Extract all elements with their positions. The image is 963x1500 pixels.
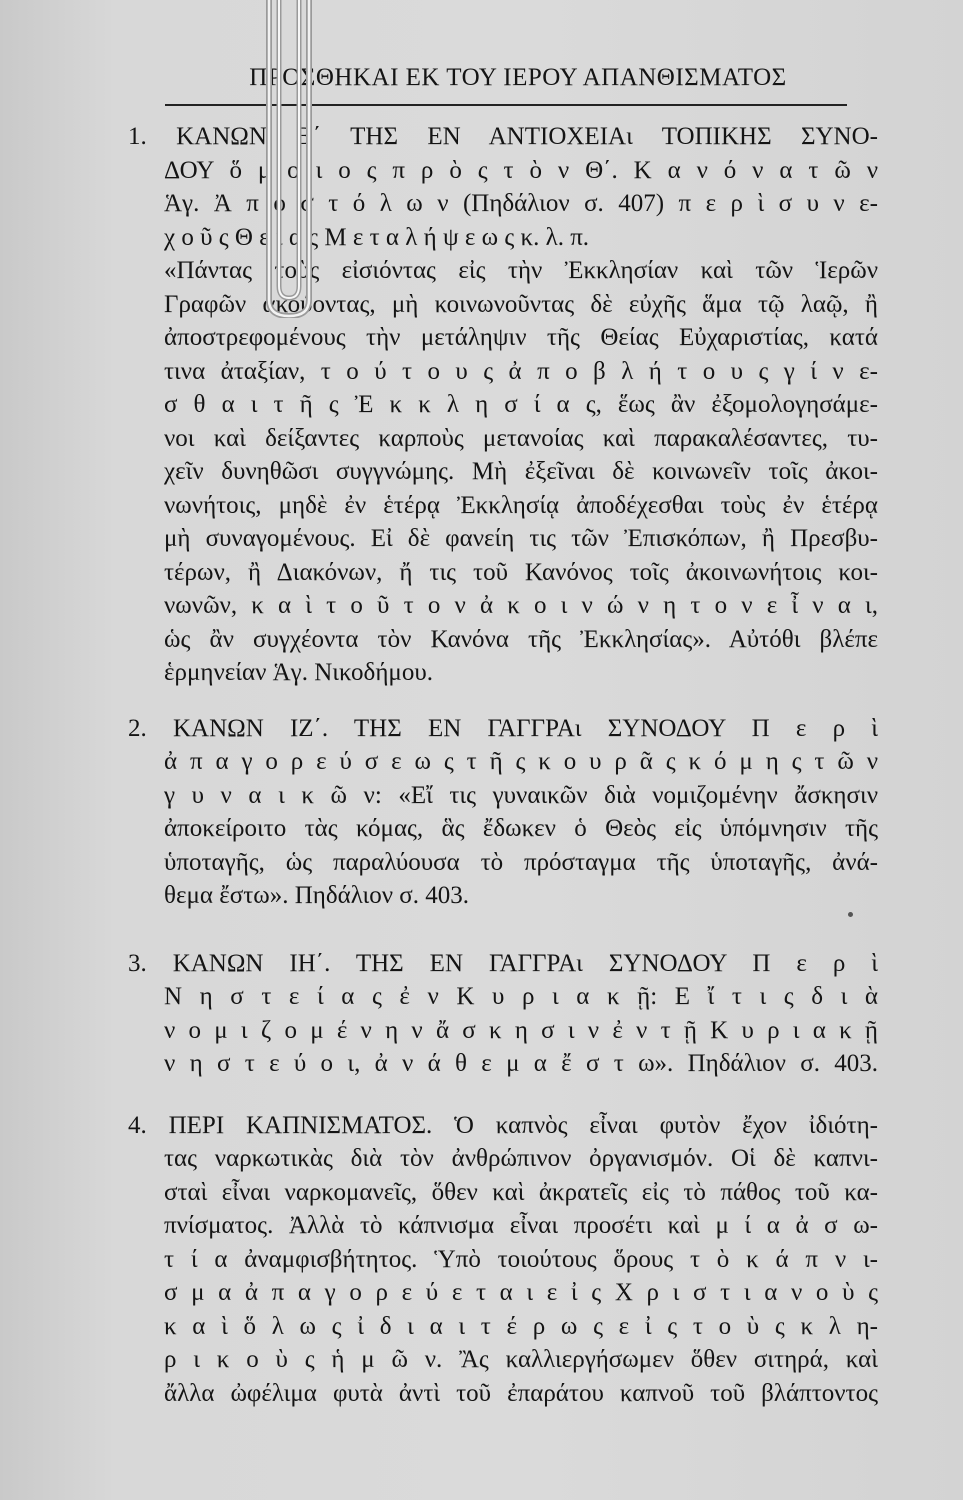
section-2 (128, 712, 878, 913)
section-1 (128, 120, 878, 690)
text-line: χεῖν δυνηθῶσι συγγνώμης. Μὴ ἐξεῖναι δὲ κοινωνεῖν τοῖς ἀκοι- (164, 458, 878, 485)
text-line: νωνῶν, κ α ὶ τ ο ῦ τ ο ν ἀ κ ο ι ν ώ ν η τ ο ν ε ἶ ν α ι, (164, 592, 878, 619)
text-line: γ υ ν α ι κ ῶ ν: «Εἴ τις γυναικῶν διὰ νομιζομένην ἄσκησιν (164, 781, 878, 809)
text-line: 4. ΠΕΡΙ ΚΑΠΝΙΣΜΑΤΟΣ. Ὁ καπνὸς εἶναι φυτὸν ἔχον ἰδιότη- (128, 1111, 878, 1139)
text-line: ὡς ἂν συγχέοντα τὸν Κανόνα τῆς Ἐκκλησίας». Αὐτόθι βλέπε (164, 625, 878, 653)
section-gap (128, 913, 878, 947)
text-line: ἀποκείροιτο τὰς κόμας, ἃς ἔδωκεν ὁ Θεὸς εἰς ὑπόμνησιν τῆς (164, 815, 878, 842)
text-line: νωνήτοις, μηδὲ ἐν ἑτέρᾳ Ἐκκλησίᾳ ἀποδέχεσθαι τοὺς ἐν ἑτέρᾳ (164, 491, 878, 519)
text-line: 1. ΚΑΝΩΝ Β΄ ΤΗΣ ΕΝ ΑΝΤΙΟΧΕΙΑι ΤΟΠΙΚΗΣ ΣΥΝΟ- (128, 123, 878, 150)
text-line: ν ο μ ι ζ ο μ έ ν η ν ἄ σ κ η σ ι ν ἐ ν τ ῇ Κ υ ρ ι α κ ῇ (164, 1016, 878, 1044)
text-line: κ α ὶ ὅ λ ω ς ἰ δ ι α ι τ έ ρ ω ς ε ἰ ς τ ο ὺ ς κ λ η- (164, 1312, 878, 1340)
paper-clip-icon (257, 0, 321, 318)
text-line: ἀποστρεφομένους τὴν μετάληψιν τῆς Θείας Εὐχαριστίας, κατά (164, 324, 878, 351)
text-line: σ μ α ἀ π α γ ο ρ ε ύ ε τ α ι ε ἰ ς Χ ρ ι σ τ ι α ν ο ὺ ς (164, 1279, 878, 1306)
text-line: Γραφῶν ἀκούοντας, μὴ κοινωνοῦντας δὲ εὐχῆς ἅμα τῷ λαῷ, ἢ (164, 290, 878, 318)
text-line: μὴ συναγομένους. Εἰ δὲ φανείη τις τῶν Ἐπισκόπων, ἢ Πρεσβυ- (164, 525, 878, 552)
text-line: τέρων, ἢ Διακόνων, ἤ τις τοῦ Κανόνος τοῖς ἀκοινωνήτοις κοι- (164, 558, 878, 586)
text-line: ἀ π α γ ο ρ ε ύ σ ε ω ς τ ῆ ς κ ο υ ρ ᾶ ς κ ό μ η ς τ ῶ ν (164, 748, 878, 775)
section-gap (128, 690, 878, 712)
section-3 (128, 947, 878, 1081)
text-line: θεμα ἔστω». Πηδάλιον σ. 403. (164, 882, 470, 909)
text-line: ἄλλα ὠφέλιμα φυτὰ ἀντὶ τοῦ ἐπαράτου καπνοῦ τοῦ βλάπτοντος (164, 1379, 878, 1407)
text-line: νοι καὶ δείξαντες καρποὺς μετανοίας καὶ παρακαλέσαντες, τυ- (164, 424, 878, 452)
page-header: ΠΡΟΣΘΗΚΑΙ ΕΚ ΤΟΥ ΙΕΡΟΥ ΑΠΑΝΘΙΣΜΑΤΟΣ (249, 64, 787, 91)
text-line: σταὶ εἶναι ναρκομανεῖς, ὅθεν καὶ ἀκρατεῖς εἰς τὸ πάθος τοῦ κα- (164, 1178, 878, 1206)
text-line: ὑποταγῆς, ὡς παραλύουσα τὸ πρόσταγμα τῆς ὑποταγῆς, ἀνά- (164, 848, 878, 876)
paper-speck (848, 912, 853, 917)
text-line: Ν η σ τ ε ί α ς ἐ ν Κ υ ρ ι α κ ῇ: Ε ἴ τ ι ς δ ι ὰ (164, 983, 878, 1010)
text-line: 3. ΚΑΝΩΝ ΙΗ΄. ΤΗΣ ΕΝ ΓΑΓΓΡΑι ΣΥΝΟΔΟΥ Π ε ρ ὶ (128, 949, 878, 977)
text-line: Ἁγ. Ἀ π ο σ τ ό λ ω ν (Πηδάλιον σ. 407) π ε ρ ὶ σ υ ν ε- (164, 190, 878, 217)
section-gap (128, 1081, 878, 1109)
text-line: χ ο ῦ ς Θ ε ί α ς Μ ε τ α λ ή ψ ε ω ς κ. λ. π. (164, 223, 590, 251)
text-line: ΔΟΥ ὅ μ ο ι ο ς π ρ ὸ ς τ ὸ ν Θ΄. Κ α ν ό ν α τ ῶ ν (164, 156, 878, 184)
text-line: ρ ι κ ο ὺ ς ἡ μ ῶ ν. Ἂς καλλιεργήσωμεν ὅθεν σιτηρά, καὶ (164, 1346, 878, 1373)
page-body (128, 120, 878, 1410)
text-line: ἑρμηνείαν Ἁγ. Νικοδήμου. (164, 659, 433, 686)
text-line: 2. ΚΑΝΩΝ ΙΖ΄. ΤΗΣ ΕΝ ΓΑΓΓΡΑι ΣΥΝΟΔΟΥ Π ε ρ ὶ (128, 714, 878, 742)
text-line: ν η σ τ ε ύ ο ι, ἀ ν ά θ ε μ α ἔ σ τ ω». Πηδάλιον σ. 403. (164, 1050, 878, 1077)
text-line: τας ναρκωτικὰς διὰ τὸν ἀνθρώπινον ὀργανισμόν. Οἱ δὲ καπνι- (164, 1145, 878, 1172)
section-4 (128, 1109, 878, 1411)
text-line: τινα ἀταξίαν, τ ο ύ τ ο υ ς ἀ π ο β λ ή τ ο υ ς γ ί ν ε- (164, 357, 878, 385)
text-line: σ θ α ι τ ῆ ς Ἐ κ κ λ η σ ί α ς, ἕως ἂν ἐξομολογησάμε- (164, 391, 878, 418)
text-line: τ ί α ἀναμφισβήτητος. Ὑπὸ τοιούτους ὅρους τ ὸ κ ά π ν ι- (164, 1245, 878, 1273)
text-line: «Πάντας τοὺς εἰσιόντας εἰς τὴν Ἐκκλησίαν καὶ τῶν Ἱερῶν (164, 257, 878, 284)
text-line: πνίσματος. Ἀλλὰ τὸ κάπνισμα εἶναι προσέτι καὶ μ ί α ἀ σ ω- (164, 1212, 878, 1239)
